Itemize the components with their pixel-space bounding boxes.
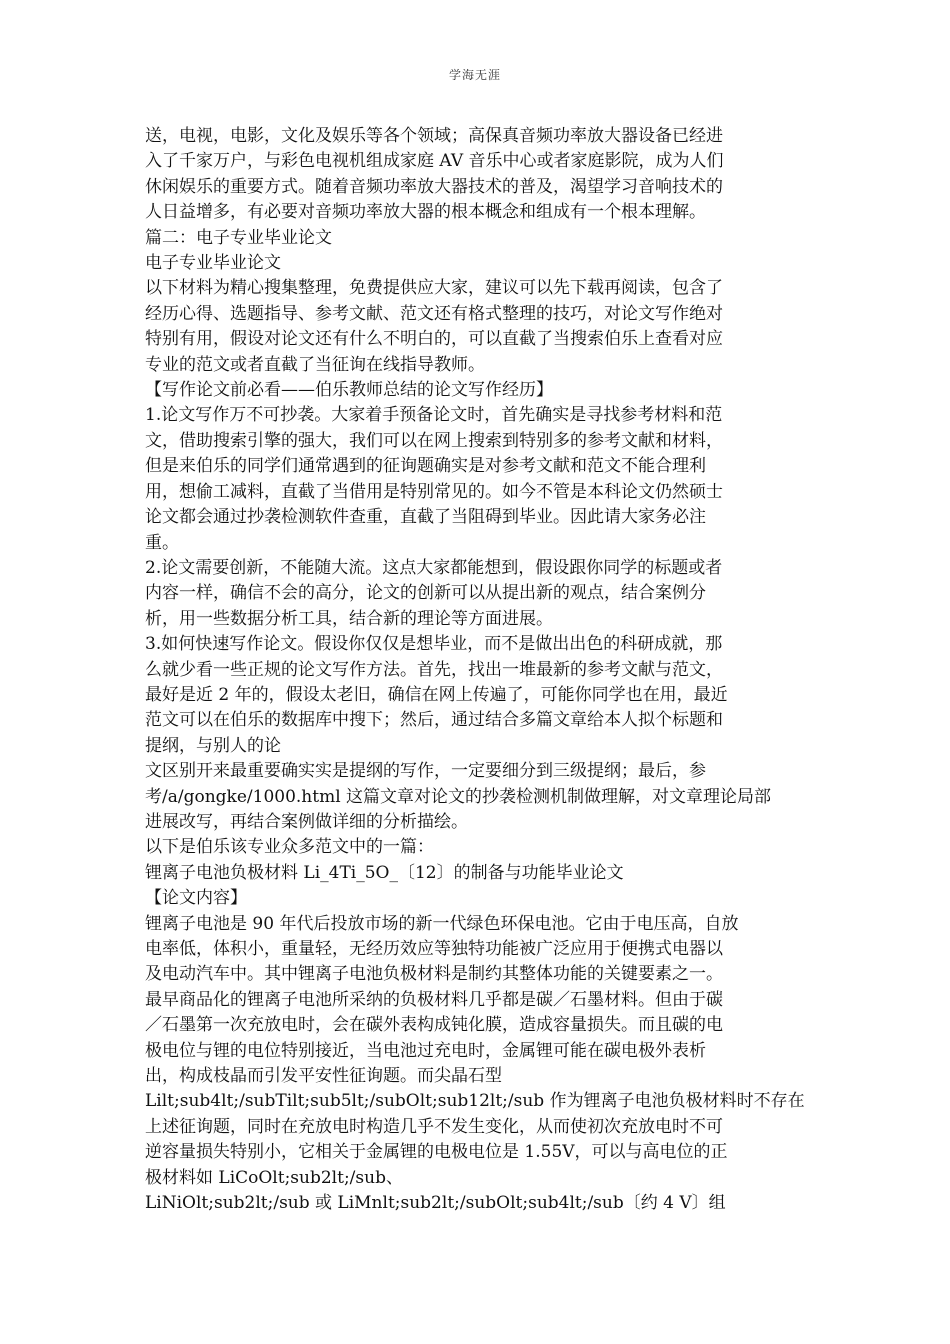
- text-line: 以下是伯乐该专业众多范文中的一篇：: [145, 837, 434, 858]
- section-heading: 篇二：电子专业毕业论文: [145, 227, 332, 248]
- text-line: 锂离子电池是 90 年代后投放市场的新一代绿色环保电池。它由于电压高，自放: [145, 913, 739, 934]
- text-line: 3.如何快速写作论文。假设你仅仅是想毕业，而不是做出出色的科研成就，那: [145, 634, 723, 655]
- text-line: 内容一样，确信不会的高分，论文的创新可以从提出新的观点，结合案例分: [145, 583, 706, 604]
- text-line: 出，构成枝晶而引发平安性征询题。而尖晶石型: [145, 1066, 502, 1087]
- text-line: 入了千家万户，与彩色电视机组成家庭 AV 音乐中心或者家庭影院，成为人们: [145, 151, 724, 172]
- bracket-heading: 【写作论文前必看——伯乐教师总结的论文写作经历】: [145, 380, 553, 401]
- text-line: 么就少看一些正规的论文写作方法。首先，找出一堆最新的参考文献与范文，: [145, 659, 723, 680]
- page-header: 学海无涯: [448, 68, 501, 82]
- text-line: 2.论文需要创新，不能随大流。这点大家都能想到，假设跟你同学的标题或者: [145, 557, 723, 578]
- text-line: 送，电视，电影，文化及娱乐等各个领域；高保真音频功率放大器设备已经进: [145, 126, 723, 146]
- text-line: 极电位与锂的电位特别接近，当电池过充电时，金属锂可能在碳电极外表析: [145, 1040, 706, 1061]
- document-body: [145, 124, 810, 1216]
- text-line: 休闲娱乐的重要方式。随着音频功率放大器技术的普及，渴望学习音响技术的: [145, 176, 723, 197]
- text-line: 电率低，体积小，重量轻，无经历效应等独特功能被广泛应用于便携式电器以: [145, 939, 723, 959]
- text-line: LiNiOlt;sub2lt;/sub 或 LiMnlt;sub2lt;/subOlt;sub4lt;/sub〔约 4 V〕组: [145, 1193, 726, 1214]
- text-line: 人日益增多，有必要对音频功率放大器的根本概念和组成有一个根本理解。: [145, 202, 706, 223]
- text-line: 最早商品化的锂离子电池所采纳的负极材料几乎都是碳／石墨材料。但由于碳: [145, 989, 723, 1010]
- text-line: 范文可以在伯乐的数据库中搜下；然后，通过结合多篇文章给本人拟个标题和: [145, 710, 723, 731]
- text-line: 极材料如 LiCoOlt;sub2lt;/sub、: [145, 1167, 403, 1188]
- text-line: 考/a/gongke/1000.html 这篇文章对论文的抄袭检测机制做理解，对文章理论局部: [145, 786, 772, 807]
- text-line: 论文都会通过抄袭检测软件查重，直截了当阻碍到毕业。因此请大家务必注: [145, 507, 706, 528]
- article-title: 电子专业毕业论文: [145, 253, 281, 274]
- text-line: 专业的范文或者直截了当征询在线指导教师。: [145, 354, 485, 375]
- text-line: 提纲，与别人的论: [145, 735, 281, 756]
- text-line: 最好是近 2 年的，假设太老旧，确信在网上传遍了，可能你同学也在用，最近: [145, 684, 728, 705]
- text-line: 上述征询题，同时在充放电时构造几乎不发生变化，从而使初次充放电时不可: [145, 1116, 723, 1137]
- text-line: 重。: [145, 532, 179, 553]
- text-line: 文区别开来最重要确实实是提纲的写作，一定要细分到三级提纲；最后，参: [145, 761, 706, 782]
- text-line: 进展改写，再结合案例做详细的分析描绘。: [145, 811, 468, 832]
- text-line: 经历心得、选题指导、参考文献、范文还有格式整理的技巧，对论文写作绝对: [145, 303, 723, 324]
- text-line: 文，借助搜索引擎的强大，我们可以在网上搜索到特别多的参考文献和材料，: [145, 430, 723, 451]
- paper-title: 锂离子电池负极材料 Li_4Ti_5O_〔12〕的制备与功能毕业论文: [145, 862, 624, 883]
- text-line: ／石墨第一次充放电时，会在碳外表构成钝化膜，造成容量损失。而且碳的电: [145, 1015, 723, 1036]
- text-line: 及电动汽车中。其中锂离子电池负极材料是制约其整体功能的关键要素之一。: [145, 964, 723, 985]
- bracket-heading: 【论文内容】: [145, 888, 247, 909]
- text-line: 析，用一些数据分析工具，结合新的理论等方面进展。: [145, 608, 553, 629]
- text-line: 1.论文写作万不可抄袭。大家着手预备论文时，首先确实是寻找参考材料和范: [145, 405, 723, 426]
- text-line: Lilt;sub4lt;/subTilt;sub5lt;/subOlt;sub12lt;/sub 作为锂离子电池负极材料时不存在: [145, 1091, 805, 1112]
- text-line: 特别有用，假设对论文还有什么不明白的，可以直截了当搜索伯乐上查看对应: [145, 329, 723, 350]
- text-line: 但是来伯乐的同学们通常遇到的征询题确实是对参考文献和范文不能合理利: [145, 456, 706, 477]
- text-line: 用，想偷工减料，直截了当借用是特别常见的。如今不管是本科论文仍然硕士: [145, 481, 723, 502]
- text-line: 以下材料为精心搜集整理，免费提供应大家，建议可以先下载再阅读，包含了: [145, 278, 723, 299]
- text-line: 逆容量损失特别小，它相关于金属锂的电极电位是 1.55V，可以与高电位的正: [145, 1142, 728, 1163]
